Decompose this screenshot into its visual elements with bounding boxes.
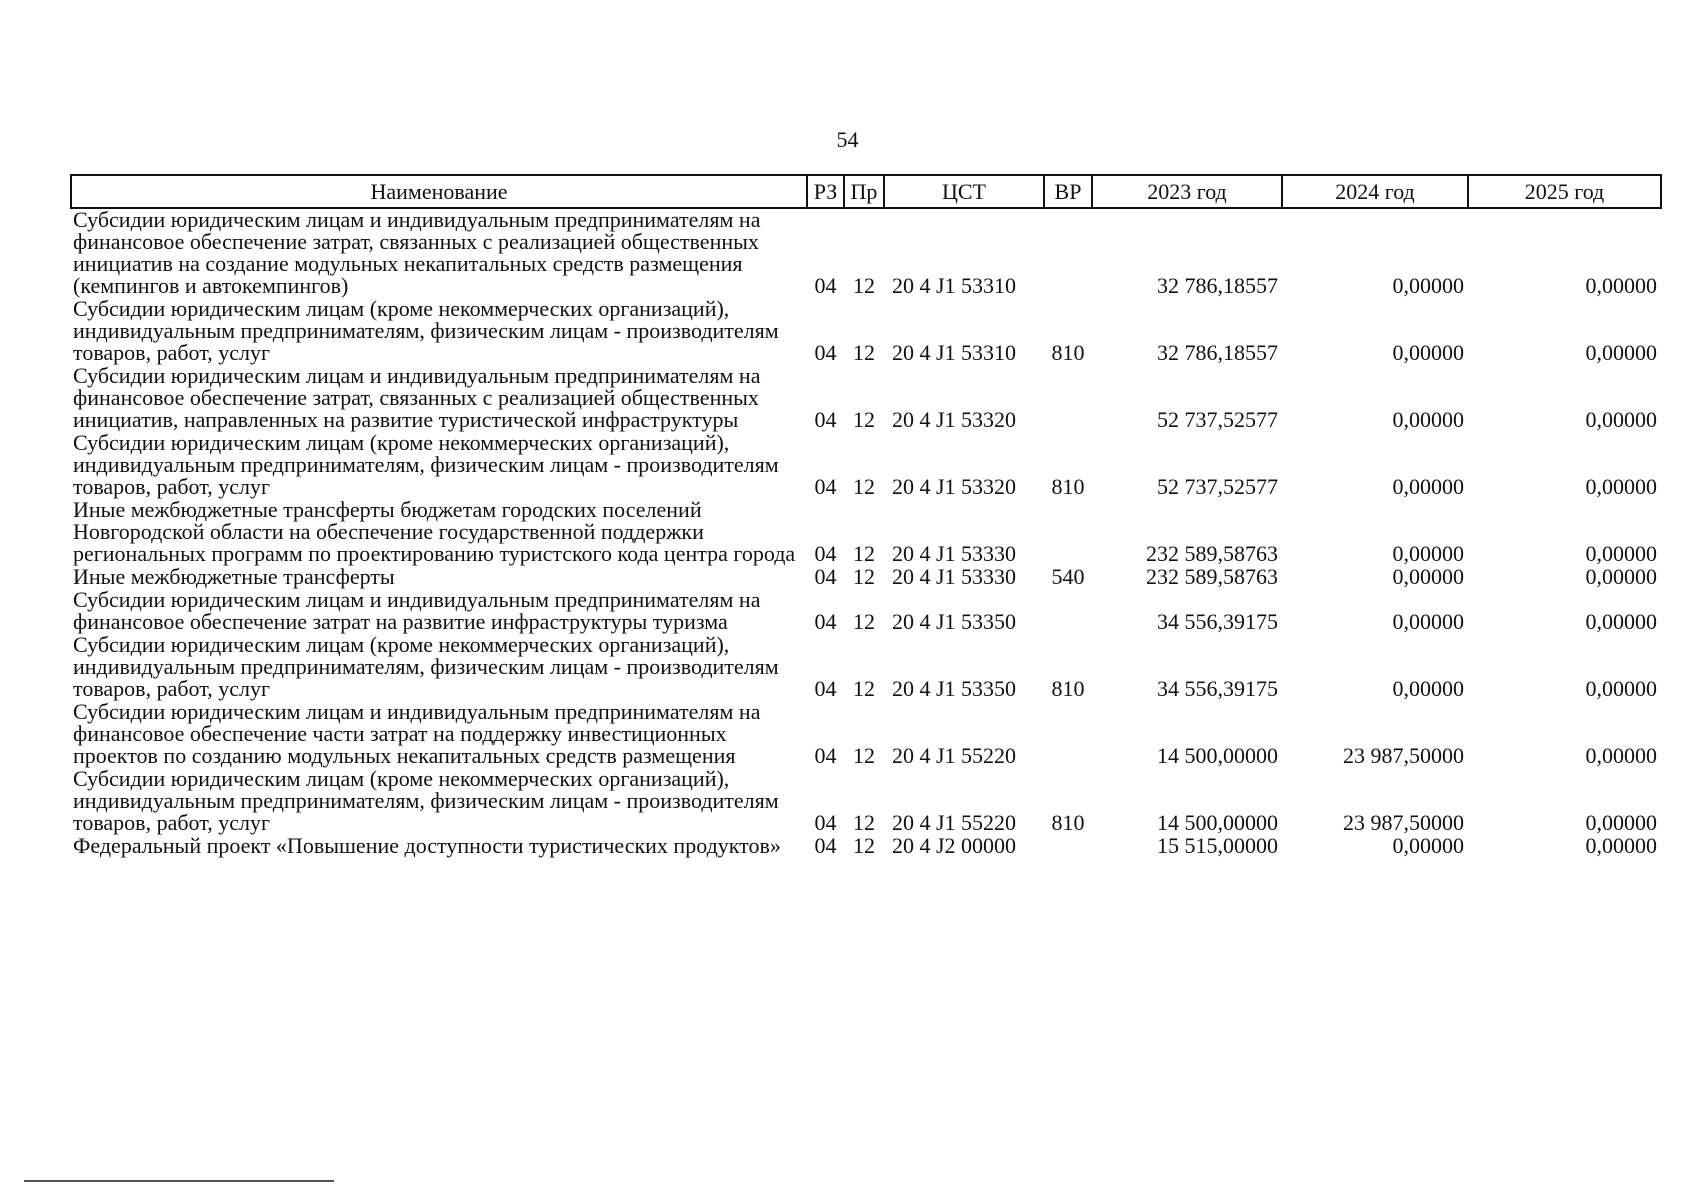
row-2023: 232 589,58763: [1146, 564, 1278, 589]
row-cst: 20 4 J1 53320: [892, 407, 1017, 432]
row-vr: [1044, 835, 1092, 858]
row-vr: 540: [1051, 564, 1085, 589]
row-pr: 12: [853, 407, 875, 432]
row-rz: 04: [814, 541, 837, 566]
row-2023: 34 556,39175: [1157, 609, 1278, 634]
row-2025: 0,00000: [1585, 474, 1657, 499]
footer-rule: [24, 1180, 334, 1182]
row-cst: 20 4 J1 55220: [892, 810, 1017, 835]
row-name: Иные межбюджетные трансферты бюджетам городских поселений Новгородской области на обеспечение государственной поддержки региональных программ по проектированию туристского кода центра города: [73, 497, 796, 566]
table-row: [71, 499, 1661, 566]
row-2023: 15 515,00000: [1157, 833, 1278, 858]
table-row: [71, 566, 1661, 589]
header-pr: Пр: [844, 175, 884, 208]
row-cst: 20 4 J1 53330: [892, 564, 1017, 589]
row-2025: 0,00000: [1585, 833, 1657, 858]
row-rz: 04: [814, 810, 837, 835]
header-2025: 2025 год: [1468, 175, 1661, 208]
row-2024: 0,00000: [1392, 273, 1464, 298]
table-row: [71, 432, 1661, 499]
row-rz: 04: [814, 833, 837, 858]
row-cst: 20 4 J1 53350: [892, 609, 1017, 634]
row-vr: 810: [1051, 340, 1085, 365]
row-rz: 04: [814, 340, 837, 365]
table-row: [71, 365, 1661, 432]
row-rz: 04: [814, 273, 837, 298]
table-row: [71, 298, 1661, 365]
table-row: [71, 768, 1661, 835]
budget-table: [70, 174, 1662, 858]
row-pr: 12: [853, 340, 875, 365]
row-cst: 20 4 J1 53310: [892, 340, 1017, 365]
row-name: Субсидии юридическим лицам (кроме некоммерческих организаций), индивидуальным предпринимателям, физическим лицам - производителям товаров, работ, услуг: [73, 632, 779, 701]
row-2023: 52 737,52577: [1157, 474, 1278, 499]
header-2024: 2024 год: [1282, 175, 1468, 208]
row-name: Иные межбюджетные трансферты: [73, 564, 395, 589]
row-rz: 04: [814, 743, 837, 768]
row-2025: 0,00000: [1585, 743, 1657, 768]
row-2025: 0,00000: [1585, 810, 1657, 835]
row-2024: 0,00000: [1392, 564, 1464, 589]
row-pr: 12: [853, 273, 875, 298]
row-vr: [1044, 365, 1092, 432]
row-2025: 0,00000: [1585, 676, 1657, 701]
row-2023: 34 556,39175: [1157, 676, 1278, 701]
row-rz: 04: [814, 407, 837, 432]
table-row: [71, 208, 1661, 298]
row-cst: 20 4 J2 00000: [892, 833, 1017, 858]
row-2025: 0,00000: [1585, 609, 1657, 634]
header-name: Наименование: [71, 175, 807, 208]
table-body: [71, 208, 1661, 858]
row-rz: 04: [814, 564, 837, 589]
row-2024: 0,00000: [1392, 833, 1464, 858]
row-vr: [1044, 589, 1092, 634]
row-vr: [1044, 499, 1092, 566]
row-rz: 04: [814, 609, 837, 634]
row-pr: 12: [853, 676, 875, 701]
table-row: [71, 835, 1661, 858]
row-cst: 20 4 J1 55220: [892, 743, 1017, 768]
row-2024: 0,00000: [1392, 676, 1464, 701]
row-rz: 04: [814, 676, 837, 701]
row-name: Субсидии юридическим лицам и индивидуальным предпринимателям на финансовое обеспечение затрат, связанных с реализацией общественных инициатив на создание модульных некапитальных средств размещения (кемпингов и автокемпингов): [73, 207, 761, 298]
header-cst: ЦСТ: [884, 175, 1044, 208]
page-number: 54: [836, 127, 859, 152]
row-pr: 12: [853, 743, 875, 768]
row-rz: 04: [814, 474, 837, 499]
row-name: Субсидии юридическим лицам (кроме некоммерческих организаций), индивидуальным предпринимателям, физическим лицам - производителям товаров, работ, услуг: [73, 430, 779, 499]
row-2024: 23 987,50000: [1343, 743, 1464, 768]
row-vr: [1044, 208, 1092, 298]
row-name: Субсидии юридическим лицам и индивидуальным предпринимателям на финансовое обеспечение затрат, связанных с реализацией общественных инициатив, направленных на развитие туристической инфраструктуры: [73, 363, 761, 432]
row-2025: 0,00000: [1585, 273, 1657, 298]
row-2024: 0,00000: [1392, 474, 1464, 499]
header-row: [71, 175, 1661, 208]
row-2023: 14 500,00000: [1157, 743, 1278, 768]
row-vr: 810: [1051, 676, 1085, 701]
row-name: Субсидии юридическим лицам (кроме некоммерческих организаций), индивидуальным предпринимателям, физическим лицам - производителям товаров, работ, услуг: [73, 296, 779, 365]
row-2024: 0,00000: [1392, 609, 1464, 634]
row-2023: 14 500,00000: [1157, 810, 1278, 835]
row-2025: 0,00000: [1585, 407, 1657, 432]
row-pr: 12: [853, 564, 875, 589]
table-header: [71, 175, 1661, 208]
header-rz: РЗ: [807, 175, 844, 208]
row-2023: 232 589,58763: [1146, 541, 1278, 566]
row-pr: 12: [853, 541, 875, 566]
row-name: Субсидии юридическим лицам и индивидуальным предпринимателям на финансовое обеспечение затрат на развитие инфраструктуры туризма: [73, 587, 761, 634]
row-cst: 20 4 J1 53310: [892, 273, 1017, 298]
row-vr: 810: [1051, 474, 1085, 499]
table-row: [71, 634, 1661, 701]
row-2023: 52 737,52577: [1157, 407, 1278, 432]
row-name: Субсидии юридическим лицам (кроме некоммерческих организаций), индивидуальным предпринимателям, физическим лицам - производителям товаров, работ, услуг: [73, 766, 779, 835]
row-2025: 0,00000: [1585, 541, 1657, 566]
row-vr: [1044, 701, 1092, 768]
row-pr: 12: [853, 810, 875, 835]
row-cst: 20 4 J1 53330: [892, 541, 1017, 566]
row-2024: 0,00000: [1392, 541, 1464, 566]
row-2024: 0,00000: [1392, 340, 1464, 365]
header-2023: 2023 год: [1092, 175, 1282, 208]
row-vr: 810: [1051, 810, 1085, 835]
row-pr: 12: [853, 474, 875, 499]
row-cst: 20 4 J1 53350: [892, 676, 1017, 701]
row-name: Федеральный проект «Повышение доступности туристических продуктов»: [73, 833, 781, 858]
row-2025: 0,00000: [1585, 340, 1657, 365]
row-name: Субсидии юридическим лицам и индивидуальным предпринимателям на финансовое обеспечение части затрат на поддержку инвестиционных проектов по созданию модульных некапитальных средств размещения: [73, 699, 761, 768]
row-cst: 20 4 J1 53320: [892, 474, 1017, 499]
table-row: [71, 589, 1661, 634]
table-row: [71, 701, 1661, 768]
row-2023: 32 786,18557: [1157, 340, 1278, 365]
row-pr: 12: [853, 833, 875, 858]
header-vr: ВР: [1044, 175, 1092, 208]
row-2023: 32 786,18557: [1157, 273, 1278, 298]
row-pr: 12: [853, 609, 875, 634]
row-2024: 23 987,50000: [1343, 810, 1464, 835]
row-2025: 0,00000: [1585, 564, 1657, 589]
row-2024: 0,00000: [1392, 407, 1464, 432]
